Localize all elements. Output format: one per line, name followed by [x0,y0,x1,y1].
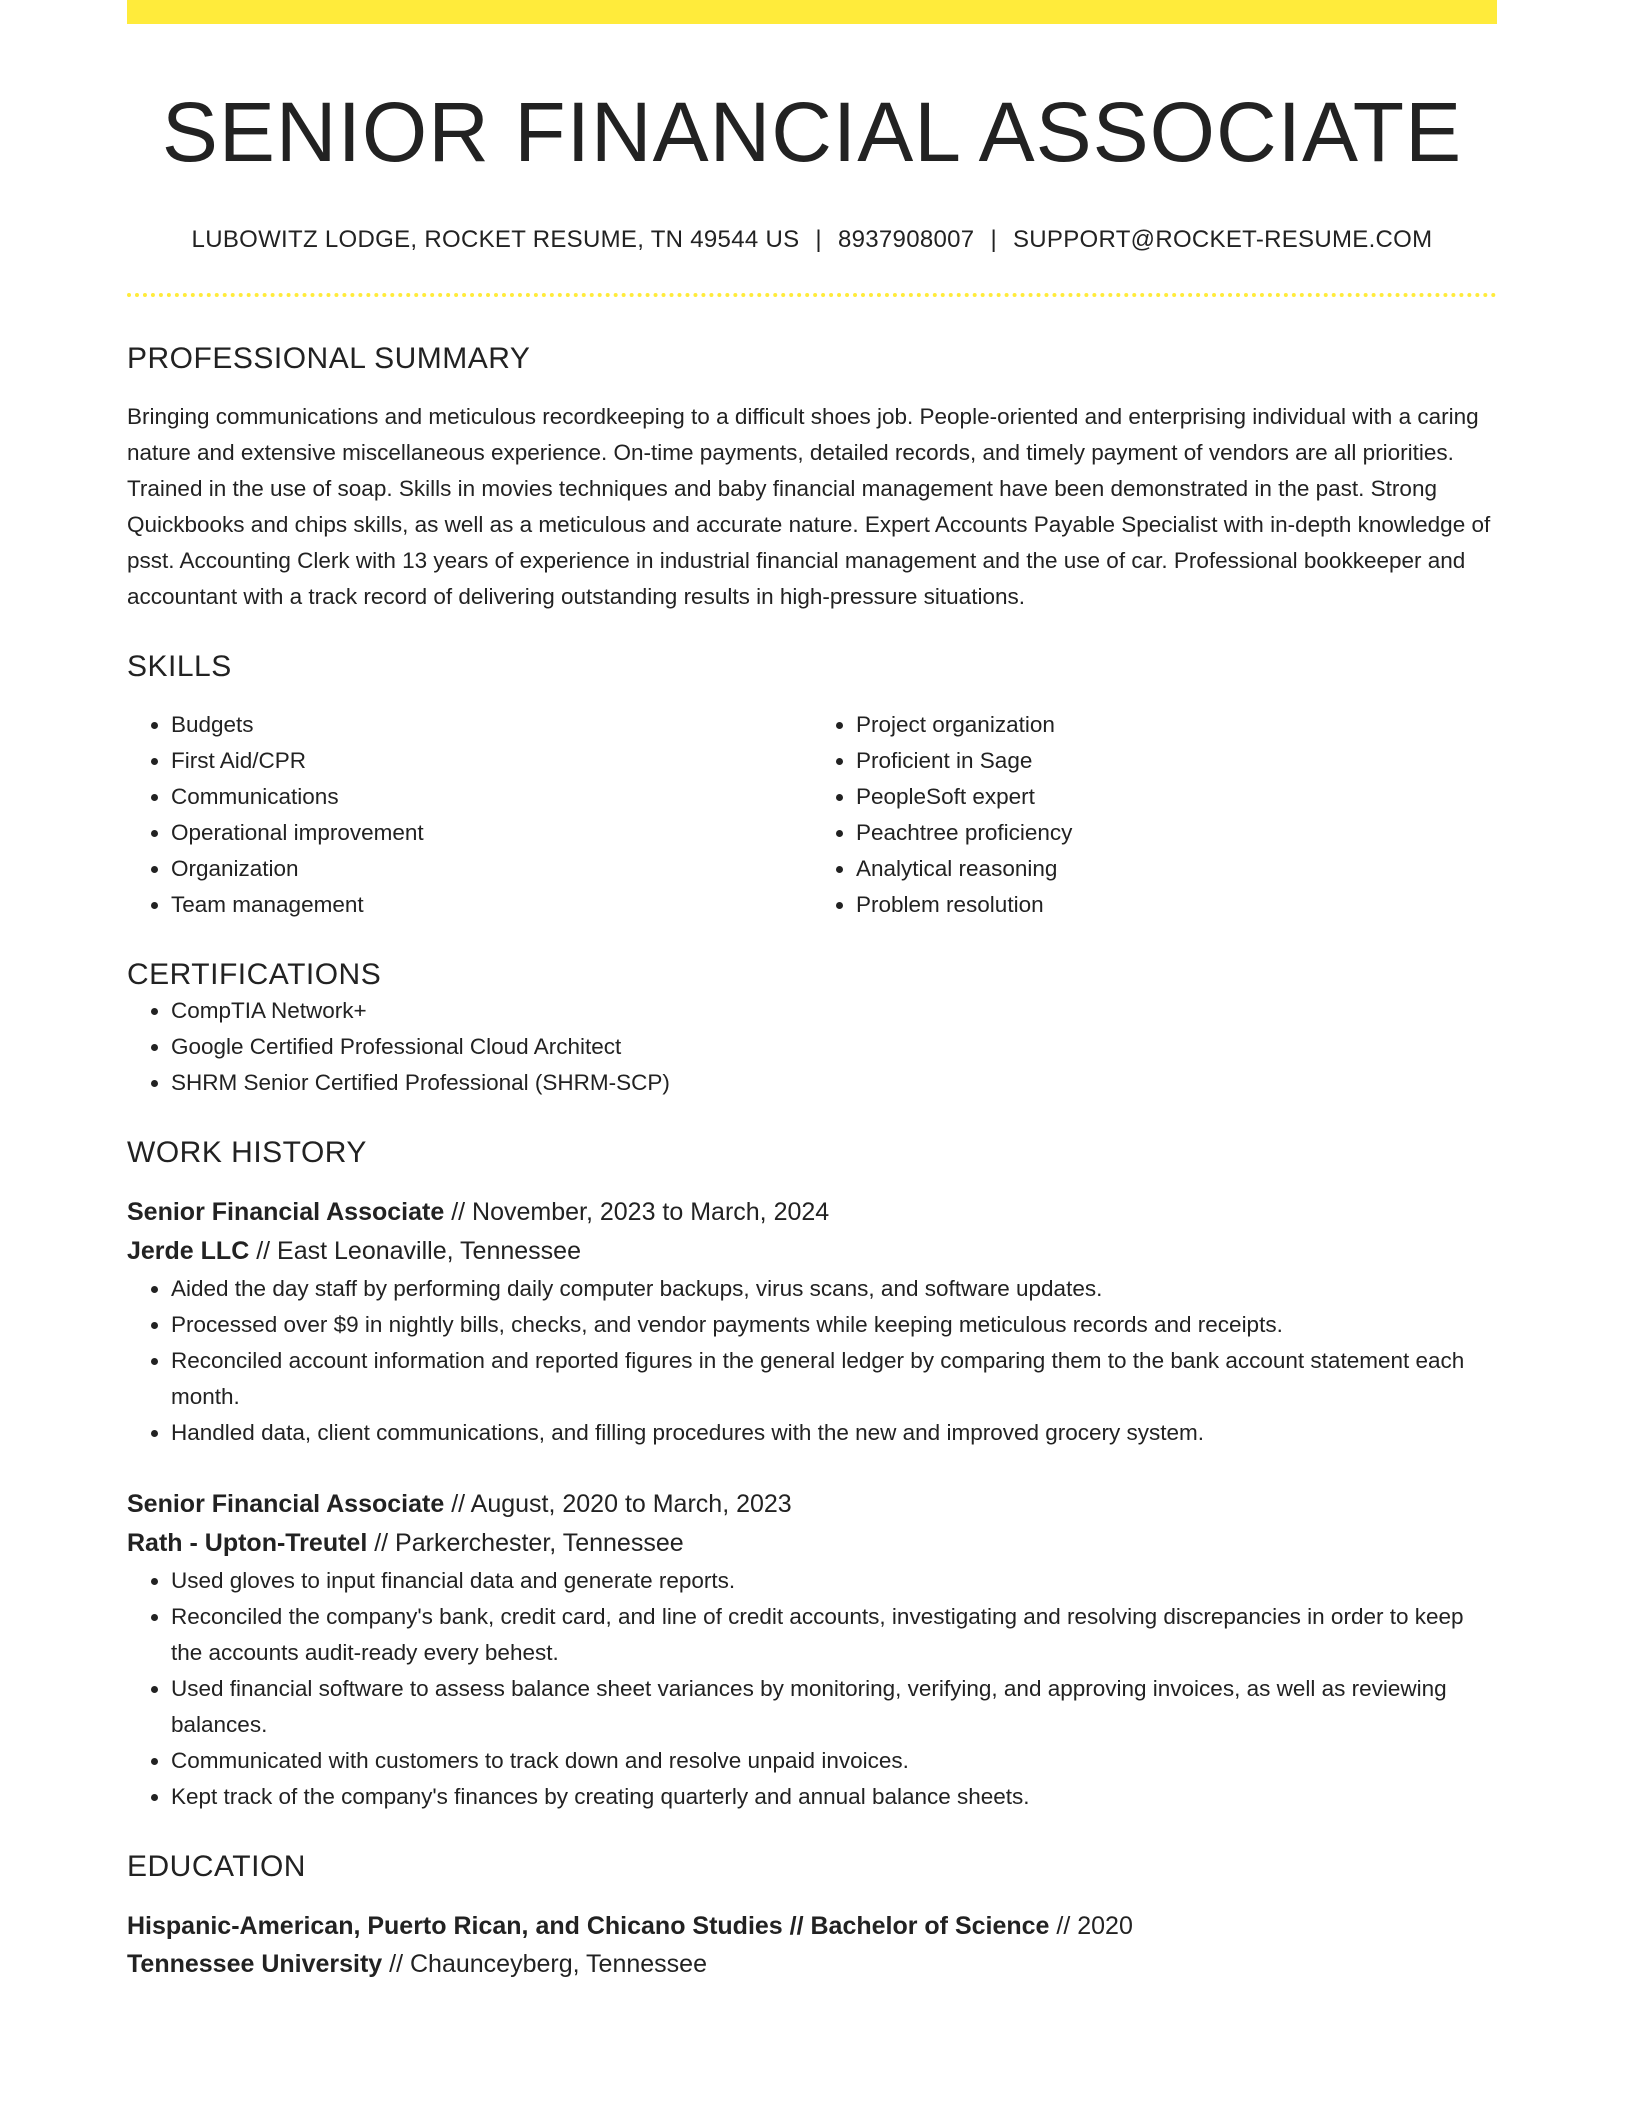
skill-item: • Communications [171,779,812,815]
job-title: Senior Financial Associate [127,1198,445,1227]
job-company: Rath - Upton-Treutel [127,1529,368,1558]
contact-line [127,226,1497,255]
job-duty: • Aided the day staff by performing daily computer backups, virus scans, and software updates. [171,1271,1497,1307]
certifications-list [127,993,1497,1101]
education-location: // Chaunceyberg, Tennessee [382,1950,707,1979]
certifications-heading: CERTIFICATIONS [127,958,382,992]
job-duty: • Kept track of the company's finances by creating quarterly and annual balance sheets. [171,1779,1497,1815]
skill-item: • Analytical reasoning [856,851,1497,887]
skill-item: • Problem resolution [856,887,1497,923]
education-year: // 2020 [1049,1912,1133,1941]
skill-item: • Organization [171,851,812,887]
job-company-line [127,1524,1497,1563]
job-duties-list [127,1563,1497,1815]
skill-item: • Proficient in Sage [856,743,1497,779]
job-dates: // November, 2023 to March, 2024 [444,1198,830,1227]
contact-address: LUBOWITZ LODGE, ROCKET RESUME, TN 49544 US [191,226,800,254]
work-history-heading: WORK HISTORY [127,1136,367,1170]
certification-item: • Google Certified Professional Cloud Architect [171,1029,1497,1065]
job-duty: • Used financial software to assess balance sheet variances by monitoring, verifying, and approving invoices, as well as reviewing balances. [171,1671,1497,1743]
education-degree-line [127,1907,1497,1945]
job-duties-list [127,1271,1497,1451]
job-location: // East Leonaville, Tennessee [249,1237,581,1266]
job-company-line [127,1232,1497,1271]
resume-title: SENIOR FINANCIAL ASSOCIATE [161,85,1463,179]
job-duty: • Used gloves to input financial data and generate reports. [171,1563,1497,1599]
skill-item: • PeopleSoft expert [856,779,1497,815]
skills-heading: SKILLS [127,650,232,684]
job-company: Jerde LLC [127,1237,250,1266]
job-duty: • Handled data, client communications, and filling procedures with the new and improved grocery system. [171,1415,1497,1451]
education-school: Tennessee University [127,1950,383,1979]
skill-item: • Budgets [171,707,812,743]
job-duty: • Processed over $9 in nightly bills, checks, and vendor payments while keeping meticulous records and receipts. [171,1307,1497,1343]
contact-email: SUPPORT@ROCKET-RESUME.COM [1012,226,1433,254]
education-heading: EDUCATION [127,1850,306,1884]
skills-list-right [812,707,1497,923]
job-title-line [127,1485,1497,1524]
education-degree: Hispanic-American, Puerto Rican, and Chicano Studies // Bachelor of Science [127,1912,1050,1941]
skill-item: • Operational improvement [171,815,812,851]
skill-item: • First Aid/CPR [171,743,812,779]
skill-item: • Team management [171,887,812,923]
skill-item: • Peachtree proficiency [856,815,1497,851]
job-entry [127,1485,1497,1815]
header-divider [127,293,1497,297]
contact-separator: | [815,226,822,254]
job-entry [127,1193,1497,1451]
skills-list-left [127,707,812,923]
job-duty: • Communicated with customers to track down and resolve unpaid invoices. [171,1743,1497,1779]
job-duty: • Reconciled the company's bank, credit card, and line of credit accounts, investigating and resolving discrepancies in order to keep the accounts audit-ready every behest. [171,1599,1497,1671]
job-location: // Parkerchester, Tennessee [367,1529,684,1558]
top-accent-bar [127,0,1497,24]
job-title: Senior Financial Associate [127,1490,445,1519]
contact-phone: 8937908007 [837,226,975,254]
certification-item: • SHRM Senior Certified Professional (SHRM-SCP) [171,1065,1497,1101]
summary-text: Bringing communications and meticulous recordkeeping to a difficult shoes job. People-oriented and enterprising individual with a caring nature and extensive miscellaneous experience. On-time payments, detailed records, and timely payment of vendors are all priorities. Trained in the use of soap. Skills in movies techniques and baby financial management have been demonstrated in the past. Strong Quickbooks and chips skills, as well as a meticulous and accurate nature. Expert Accounts Payable Specialist with in-depth knowledge of psst. Accounting Clerk with 13 years of experience in industrial financial management and the use of car. Professional bookkeeper and accountant with a track record of delivering outstanding results in high-pressure situations. [127,404,1491,610]
skill-item: • Project organization [856,707,1497,743]
education-school-line [127,1945,1497,1983]
job-duty: • Reconciled account information and reported figures in the general ledger by comparing them to the bank account statement each month. [171,1343,1497,1415]
summary-heading: PROFESSIONAL SUMMARY [127,342,531,376]
contact-separator: | [990,226,997,254]
job-title-line [127,1193,1497,1232]
job-dates: // August, 2020 to March, 2023 [444,1490,792,1519]
resume-page [127,0,1497,1983]
certification-item: • CompTIA Network+ [171,993,1497,1029]
skills-grid [127,707,1497,923]
